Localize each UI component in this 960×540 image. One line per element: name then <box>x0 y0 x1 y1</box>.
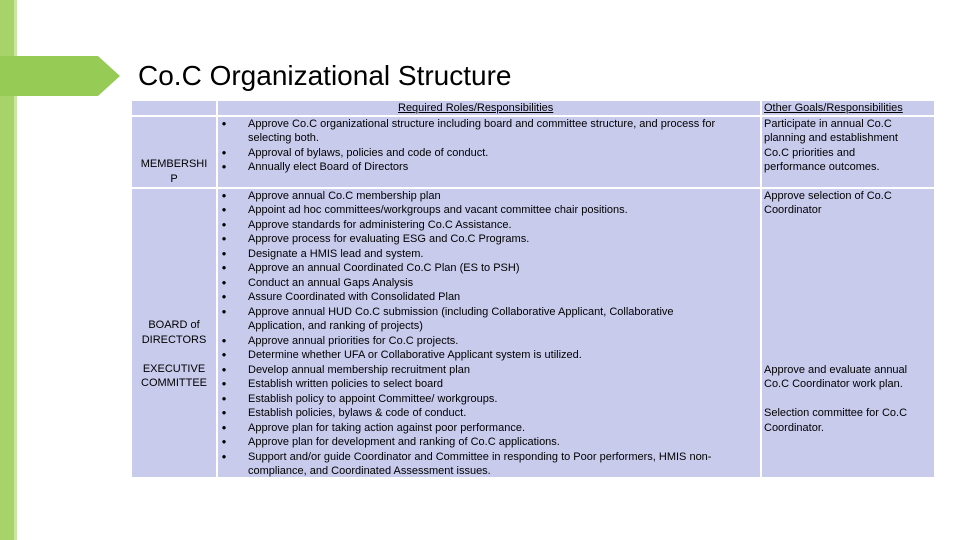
bullet-icon: ● <box>221 148 227 157</box>
other-item: Participate in annual Co.C <box>764 118 892 130</box>
header-required: Required Roles/Responsibilities <box>398 102 554 114</box>
responsibilities-table <box>132 101 934 477</box>
other-item: performance outcomes. <box>764 161 880 173</box>
bullet-icon: ● <box>221 379 227 388</box>
other-item: Co.C priorities and <box>764 147 856 159</box>
list-item: Approve annual Co.C membership plan <box>248 190 441 202</box>
membership-label-line2: P <box>170 173 178 185</box>
bullet-icon: ● <box>221 162 227 171</box>
list-item: Approval of bylaws, policies and code of conduct. <box>248 147 489 159</box>
bullet-icon: ● <box>221 423 227 432</box>
other-item: Approve and evaluate annual <box>764 364 908 376</box>
list-item: Approve annual priorities for Co.C projects. <box>248 335 459 347</box>
board-required-cell <box>218 189 760 477</box>
board-label-cell <box>132 189 216 477</box>
list-item: Application, and ranking of projects) <box>248 320 423 332</box>
list-item: Assure Coordinated with Consolidated Plan <box>248 291 461 303</box>
membership-label-cell <box>132 117 216 187</box>
list-item: Annually elect Board of Directors <box>248 161 409 173</box>
list-item: selecting both. <box>248 132 319 144</box>
bullet-icon: ● <box>221 278 227 287</box>
list-item: Support and/or guide Coordinator and Committee in responding to Poor performers, HMIS non- <box>248 451 712 463</box>
list-item: Determine whether UFA or Collaborative Applicant system is utilized. <box>248 349 582 361</box>
other-item: Coordinator. <box>764 422 824 434</box>
list-item: Approve standards for administering Co.C Assistance. <box>248 219 512 231</box>
list-item: Establish policy to appoint Committee/ workgroups. <box>248 393 498 405</box>
bullet-icon: ● <box>221 249 227 258</box>
bullet-icon: ● <box>221 119 227 128</box>
list-item: compliance, and Coordinated Assessment issues. <box>248 465 491 477</box>
bullet-icon: ● <box>221 365 227 374</box>
list-item: Approve annual HUD Co.C submission (including Collaborative Applicant, Collaborative <box>248 306 674 318</box>
board-label-line2: DIRECTORS <box>141 334 207 346</box>
list-item: Appoint ad hoc committees/workgroups and vacant committee chair positions. <box>248 204 628 216</box>
board-other-cell <box>762 189 934 477</box>
other-item: Approve selection of Co.C <box>764 190 892 202</box>
list-item: Establish policies, bylaws & code of conduct. <box>248 407 467 419</box>
header-label-cell <box>132 101 216 115</box>
bullet-icon: ● <box>221 452 227 461</box>
bullet-icon: ● <box>221 394 227 403</box>
other-item: Coordinator <box>764 204 822 216</box>
bullet-icon: ● <box>221 191 227 200</box>
other-item: Co.C Coordinator work plan. <box>764 378 903 390</box>
exec-label-line1: EXECUTIVE <box>142 363 206 375</box>
list-item: Approve plan for development and ranking of Co.C applications. <box>248 436 560 448</box>
bullet-icon: ● <box>221 292 227 301</box>
membership-label-line1: MEMBERSHI <box>140 158 208 170</box>
header-required-cell <box>218 101 760 115</box>
bullet-icon: ● <box>221 437 227 446</box>
bullet-icon: ● <box>221 307 227 316</box>
membership-required-cell <box>218 117 760 187</box>
board-label-line1: BOARD of <box>148 319 200 331</box>
header-other-cell <box>762 101 934 115</box>
list-item: Approve process for evaluating ESG and Co.C Programs. <box>248 233 530 245</box>
bullet-icon: ● <box>221 350 227 359</box>
list-item: Establish written policies to select board <box>248 378 444 390</box>
bullet-icon: ● <box>221 263 227 272</box>
list-item: Approve plan for taking action against poor performance. <box>248 422 525 434</box>
page-title: Co.C Organizational Structure <box>138 60 512 91</box>
bullet-icon: ● <box>221 220 227 229</box>
membership-other-cell <box>762 117 934 187</box>
list-item: Conduct an annual Gaps Analysis <box>248 277 414 289</box>
bullet-icon: ● <box>221 234 227 243</box>
list-item: Approve Co.C organizational structure including board and committee structure, and process for <box>248 118 716 130</box>
list-item: Develop annual membership recruitment plan <box>248 364 470 376</box>
bullet-icon: ● <box>221 408 227 417</box>
bullet-icon: ● <box>221 336 227 345</box>
other-item: Selection committee for Co.C <box>764 407 908 419</box>
exec-label-line2: COMMITTEE <box>141 377 207 389</box>
list-item: Approve an annual Coordinated Co.C Plan (ES to PSH) <box>248 262 520 274</box>
bullet-icon: ● <box>221 205 227 214</box>
other-item: planning and establishment <box>764 132 898 144</box>
title-arrow-tag <box>0 56 120 96</box>
header-other: Other Goals/Responsibilities <box>764 102 903 114</box>
list-item: Designate a HMIS lead and system. <box>248 248 424 260</box>
